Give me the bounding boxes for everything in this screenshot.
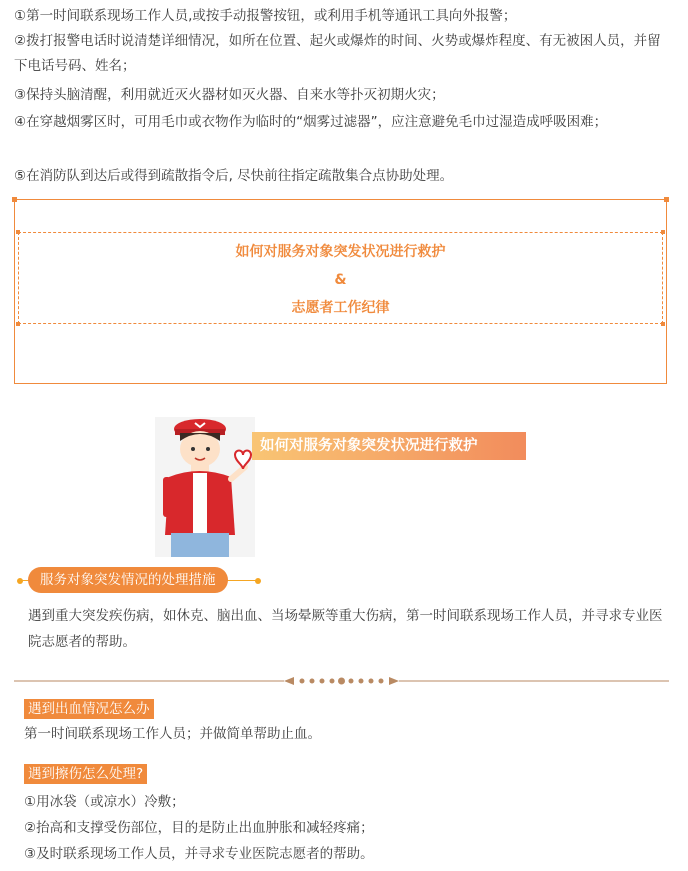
- abrasion-line-2: ②抬高和支撑受伤部位，目的是防止出血肿胀和减轻疼痛；: [24, 820, 374, 836]
- section-badge: 服务对象突发情况的处理措施: [28, 567, 228, 593]
- inner-corner-dot: [16, 322, 20, 326]
- headline-banner: 如何对服务对象突发状况进行救护: [252, 432, 526, 460]
- step-5: ⑤在消防队到达后或得到疏散指令后, 尽快前往指定疏散集合点协助处理。: [14, 168, 454, 184]
- bleeding-tag: 遇到出血情况怎么办: [24, 699, 154, 719]
- frame-title-line2: 志愿者工作纪律: [291, 300, 390, 316]
- bleeding-text: 第一时间联系现场工作人员；并做简单帮助止血。: [24, 726, 321, 742]
- frame-corner-dot: [12, 197, 17, 202]
- abrasion-tag: 遇到擦伤怎么处理?: [24, 764, 147, 784]
- frame-title-line1: 如何对服务对象突发状况进行救护: [235, 244, 446, 260]
- abrasion-line-1: ①用冰袋（或凉水）冷敷；: [24, 794, 185, 810]
- step-2: ②拨打报警电话时说清楚详细情况，如所在位置、起火或爆炸的时间、火势或爆炸程度、有无被困人员，并留下电话号码、姓名；: [14, 33, 661, 74]
- frame-corner-dot: [664, 197, 669, 202]
- section-dot-left: [17, 578, 23, 584]
- section-paragraph: 遇到重大突发疾伤病，如休克、脑出血、当场晕厥等重大伤病，第一时间联系现场工作人员，并寻求专业医院志愿者的帮助。: [28, 608, 663, 650]
- frame-title: [18, 238, 663, 322]
- step-1: ①第一时间联系现场工作人员,或按手动报警按钮，或利用手机等通讯工具向外报警；: [14, 8, 517, 24]
- inner-corner-dot: [661, 322, 665, 326]
- abrasion-line-3: ③及时联系现场工作人员，并寻求专业医院志愿者的帮助。: [24, 846, 374, 862]
- section-dot-right: [255, 578, 261, 584]
- frame-title-ampersand: &: [334, 272, 347, 288]
- ornamental-divider-icon: [14, 670, 669, 692]
- volunteer-mascot-icon: [155, 417, 255, 557]
- inner-corner-dot: [16, 230, 20, 234]
- step-3: ③保持头脑清醒，利用就近灭火器材如灭火器、自来水等扑灭初期火灾；: [14, 87, 445, 103]
- inner-corner-dot: [661, 230, 665, 234]
- step-4: ④在穿越烟雾区时，可用毛巾或衣物作为临时的“烟雾过滤器”，应注意避免毛巾过湿造成呼吸困难；: [14, 114, 608, 130]
